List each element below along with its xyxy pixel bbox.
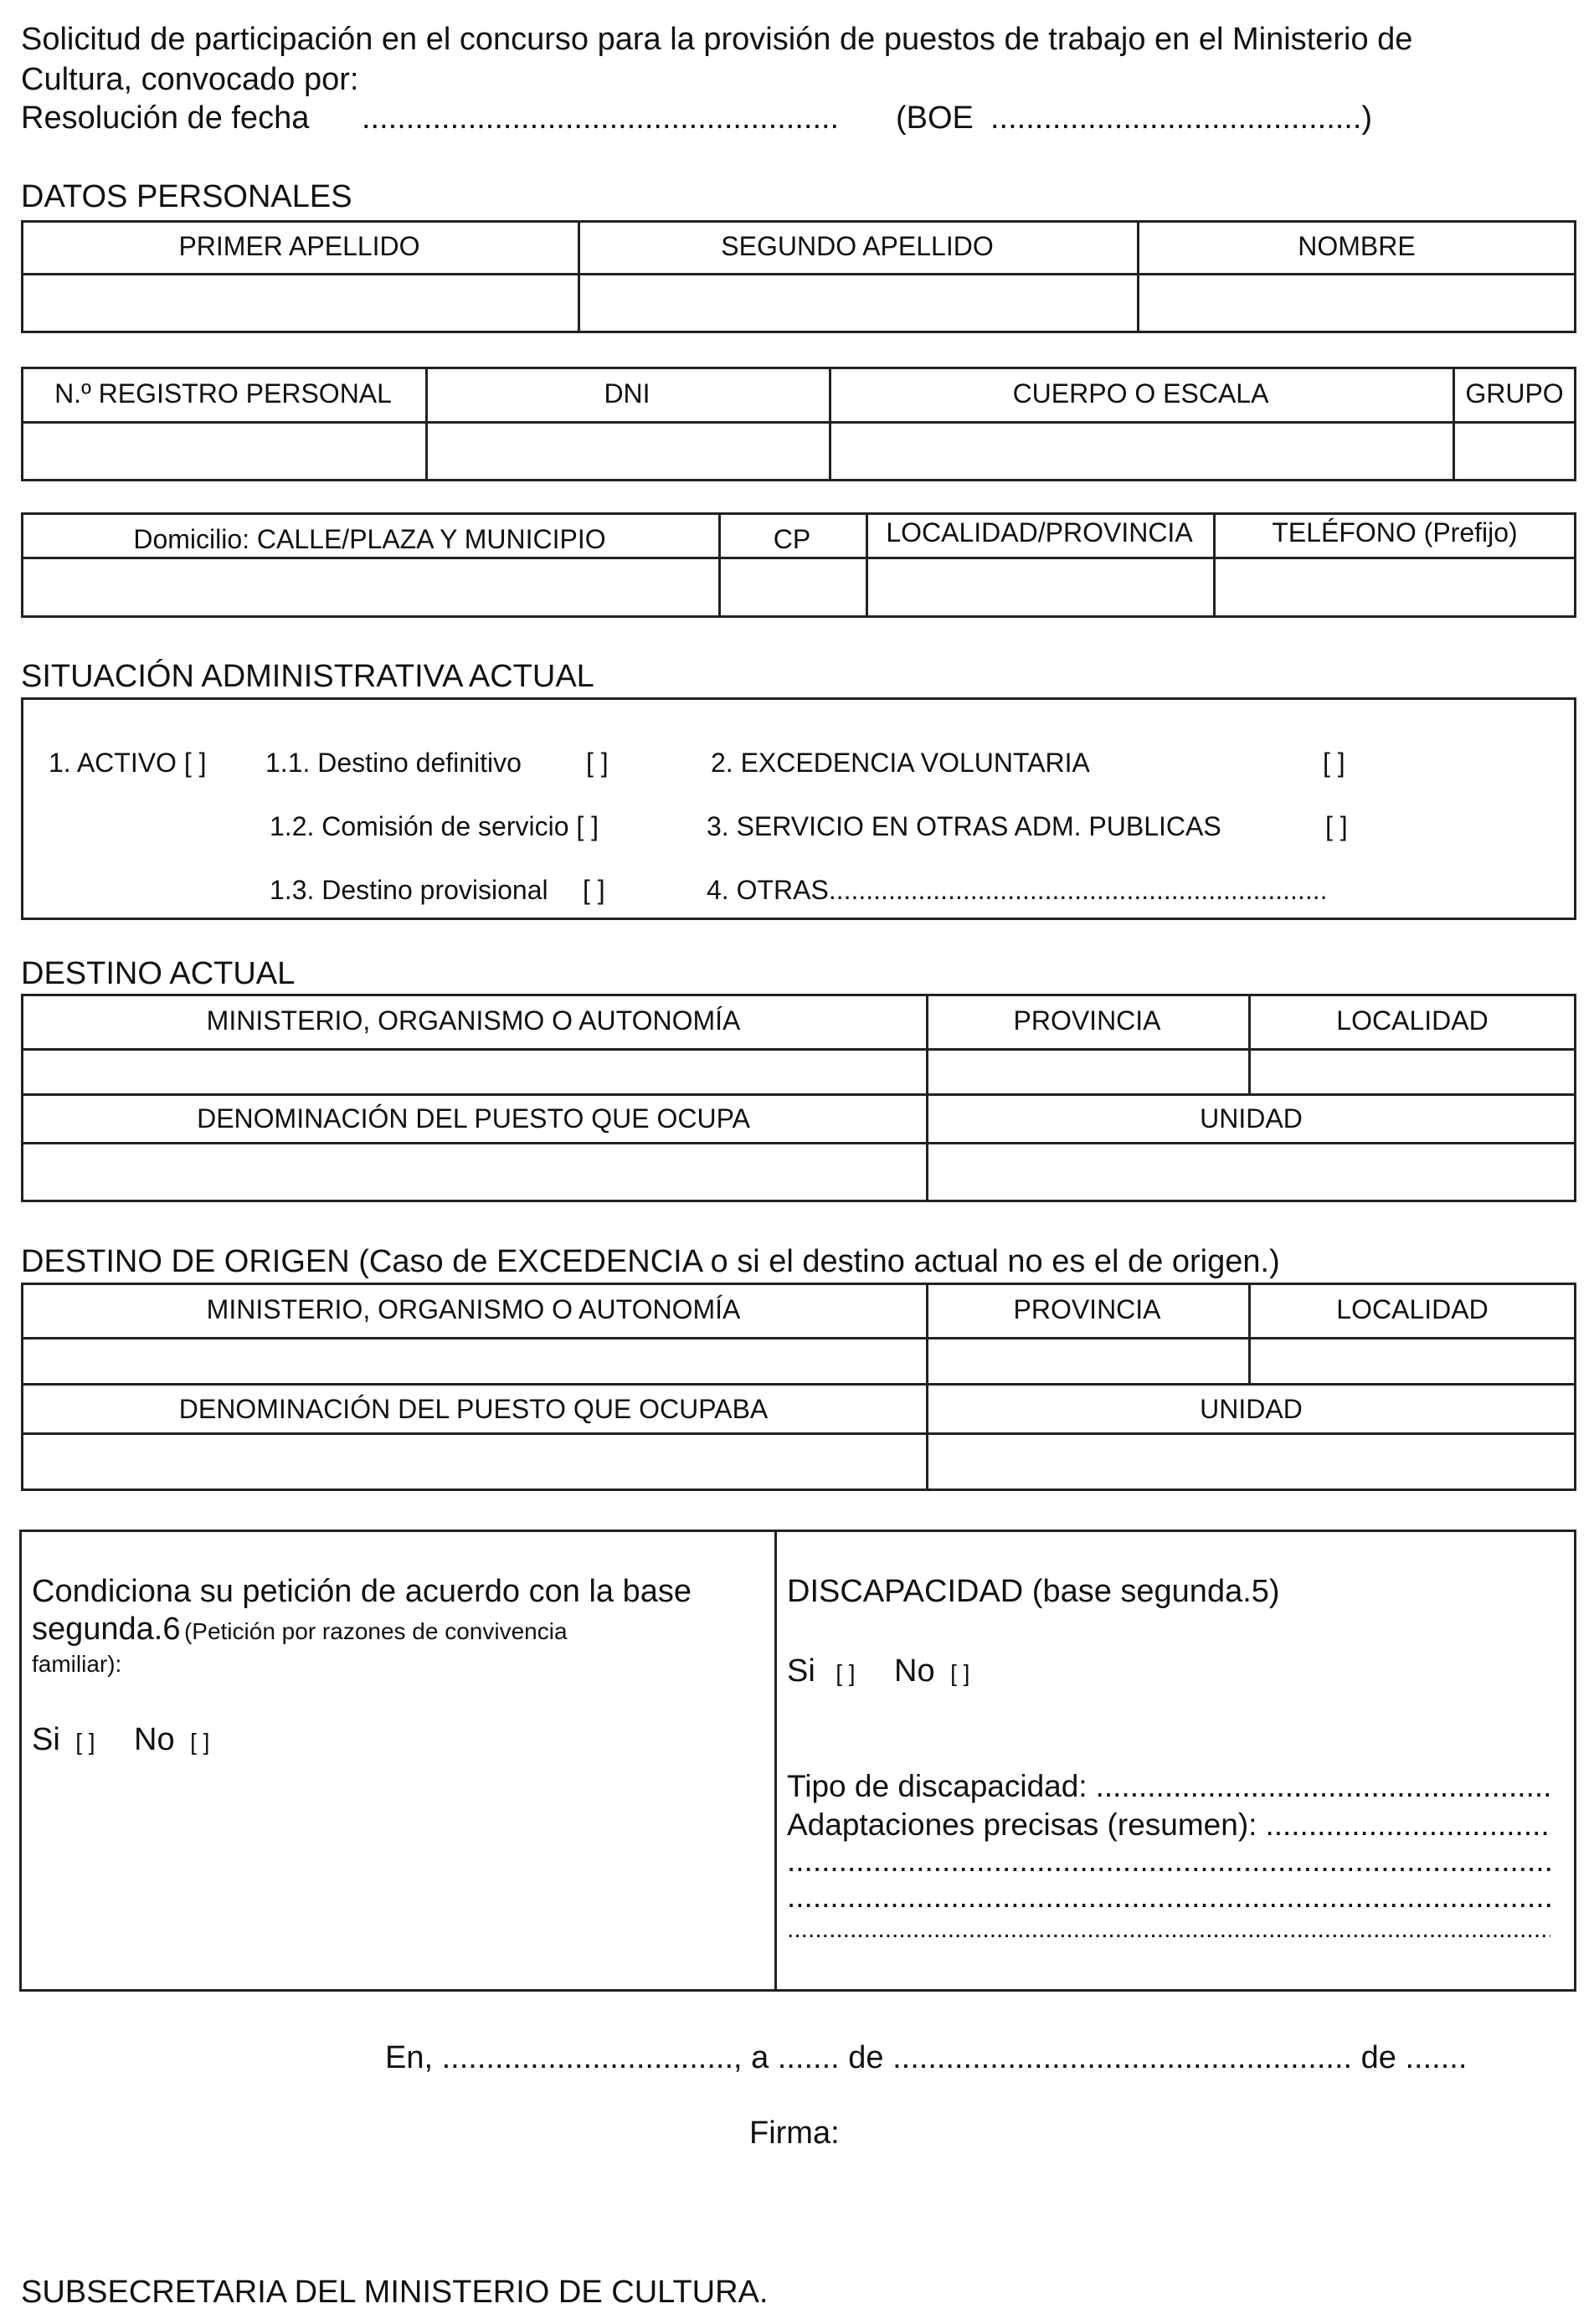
section-destino-origen: DESTINO DE ORIGEN (Caso de EXCEDENCIA o si el destino actual no es el de origen.) — [21, 1244, 1280, 1279]
actual-puesto-input[interactable] — [23, 1144, 923, 1200]
origen-provincia-input[interactable] — [928, 1339, 1248, 1383]
resolucion-date-field[interactable]: ...................................................... — [362, 100, 840, 136]
adaptaciones-field[interactable] — [1265, 1807, 1550, 1843]
option-destino-provisional: 1.3. Destino provisional — [270, 875, 548, 905]
origen-localidad-input[interactable] — [1251, 1339, 1574, 1383]
destinatario: SUBSECRETARIA DEL MINISTERIO DE CULTURA. — [21, 2275, 769, 2310]
adaptaciones-row[interactable] — [787, 1807, 1550, 1843]
header-cuerpo-escala: CUERPO O ESCALA — [1012, 378, 1269, 409]
header-ministerio: MINISTERIO, ORGANISMO O AUTONOMÍA — [206, 1005, 741, 1036]
option-excedencia: 2. EXCEDENCIA VOLUNTARIA — [711, 748, 1090, 778]
header-puesto-ocupaba: DENOMINACIÓN DEL PUESTO QUE OCUPABA — [178, 1393, 769, 1424]
fecha-line[interactable]: En, ................................., a ....... de .................................................... de ....... — [385, 2040, 1468, 2075]
option-destino-definitivo: 1.1. Destino definitivo — [265, 748, 522, 778]
header-unidad: UNIDAD — [1200, 1103, 1303, 1134]
section-datos-personales: DATOS PERSONALES — [21, 179, 352, 214]
boe-label: (BOE — [896, 100, 974, 136]
header-primer-apellido: PRIMER APELLIDO — [178, 231, 420, 261]
header-nombre: NOMBRE — [1298, 231, 1416, 261]
section-destino-actual: DESTINO ACTUAL — [21, 956, 296, 991]
actual-localidad-input[interactable] — [1251, 1051, 1574, 1093]
condiciona-line-1: Condiciona su petición de acuerdo con la base — [32, 1574, 692, 1609]
option-activo[interactable]: 1. ACTIVO [ ] — [49, 748, 207, 778]
discapacidad-title: DISCAPACIDAD (base segunda.5) — [787, 1574, 1280, 1609]
firma-label: Firma: — [749, 2116, 840, 2151]
dni-input[interactable] — [428, 424, 826, 479]
origen-unidad-input[interactable] — [928, 1435, 1574, 1488]
header-localidad: LOCALIDAD — [1336, 1005, 1489, 1036]
firma-area[interactable] — [586, 2160, 1005, 2252]
option-servicio-otras: 3. SERVICIO EN OTRAS ADM. PUBLICAS — [707, 811, 1221, 841]
header-telefono: TELÉFONO (Prefijo) — [1272, 517, 1518, 548]
origen-ministerio-input[interactable] — [23, 1339, 923, 1383]
nombre-input[interactable] — [1139, 275, 1574, 331]
boe-field[interactable]: ..........................................) — [990, 100, 1373, 136]
header-provincia: PROVINCIA — [1013, 1294, 1161, 1324]
condiciona-nota: (Petición por razones de convivencia — [183, 1618, 568, 1644]
tipo-discapacidad-row[interactable] — [787, 1769, 1550, 1804]
condiciona-nota-2: familiar): — [32, 1651, 122, 1677]
condiciona-base: segunda.6 — [32, 1612, 181, 1647]
option-comision-servicio[interactable]: 1.2. Comisión de servicio [ ] — [270, 811, 599, 841]
header-localidad: LOCALIDAD — [1336, 1294, 1489, 1324]
header-ministerio: MINISTERIO, ORGANISMO O AUTONOMÍA — [206, 1294, 741, 1324]
header-dni: DNI — [604, 378, 650, 409]
grupo-input[interactable] — [1455, 424, 1574, 479]
localidad-provincia-input[interactable] — [868, 559, 1211, 615]
option-otras[interactable]: 4. OTRAS................................................................... — [707, 875, 1328, 905]
telefono-input[interactable] — [1216, 559, 1574, 615]
section-situacion: SITUACIÓN ADMINISTRATIVA ACTUAL — [21, 659, 594, 694]
header-provincia: PROVINCIA — [1013, 1005, 1161, 1036]
condiciona-no-label: No — [134, 1722, 175, 1757]
segundo-apellido-input[interactable] — [580, 275, 1134, 331]
header-cp: CP — [773, 524, 811, 554]
header-segundo-apellido: SEGUNDO APELLIDO — [721, 231, 994, 261]
condiciona-si-label: Si — [32, 1722, 60, 1757]
header-registro-personal: N.º REGISTRO PERSONAL — [54, 378, 392, 409]
primer-apellido-input[interactable] — [23, 275, 575, 331]
condiciona-si-checkbox[interactable]: [ ] — [75, 1729, 95, 1755]
header-puesto: DENOMINACIÓN DEL PUESTO QUE OCUPA — [197, 1103, 750, 1134]
header-unidad: UNIDAD — [1200, 1393, 1303, 1424]
discapacidad-si-checkbox[interactable]: [ ] — [836, 1660, 856, 1686]
intro-line-2: Cultura, convocado por: — [21, 62, 359, 97]
checkbox-destino-definitivo[interactable]: [ ] — [586, 748, 609, 778]
tipo-discapacidad-label: Tipo de discapacidad: — [787, 1769, 1088, 1803]
actual-ministerio-input[interactable] — [23, 1051, 923, 1093]
adaptaciones-label: Adaptaciones precisas (resumen): — [787, 1807, 1257, 1842]
tipo-discapacidad-field[interactable] — [1096, 1769, 1550, 1804]
condiciona-no-checkbox[interactable]: [ ] — [190, 1729, 210, 1755]
origen-puesto-input[interactable] — [23, 1435, 923, 1488]
header-grupo: GRUPO — [1465, 378, 1564, 409]
checkbox-excedencia[interactable]: [ ] — [1323, 748, 1345, 778]
header-localidad-provincia: LOCALIDAD/PROVINCIA — [886, 517, 1193, 548]
actual-provincia-input[interactable] — [928, 1051, 1248, 1093]
cuerpo-escala-input[interactable] — [831, 424, 1450, 479]
domicilio-input[interactable] — [23, 559, 716, 615]
cp-input[interactable] — [721, 559, 863, 615]
adaptaciones-line-2[interactable] — [787, 1843, 1550, 1879]
registro-personal-input[interactable] — [23, 424, 423, 479]
header-domicilio: Domicilio: CALLE/PLAZA Y MUNICIPIO — [133, 524, 606, 554]
adaptaciones-line-4[interactable] — [787, 1915, 1550, 1944]
resolucion-label: Resolución de fecha — [21, 100, 310, 136]
discapacidad-si-label: Si — [787, 1653, 815, 1689]
box-divider — [774, 1530, 777, 1992]
adaptaciones-line-3[interactable] — [787, 1879, 1550, 1915]
checkbox-servicio-otras[interactable]: [ ] — [1325, 811, 1348, 841]
intro-line-1: Solicitud de participación en el concurso para la provisión de puestos de trabajo en el Ministerio de — [21, 22, 1413, 57]
actual-unidad-input[interactable] — [928, 1144, 1574, 1200]
discapacidad-no-label: No — [894, 1653, 935, 1689]
checkbox-destino-provisional[interactable]: [ ] — [583, 875, 605, 905]
discapacidad-no-checkbox[interactable]: [ ] — [950, 1660, 970, 1686]
